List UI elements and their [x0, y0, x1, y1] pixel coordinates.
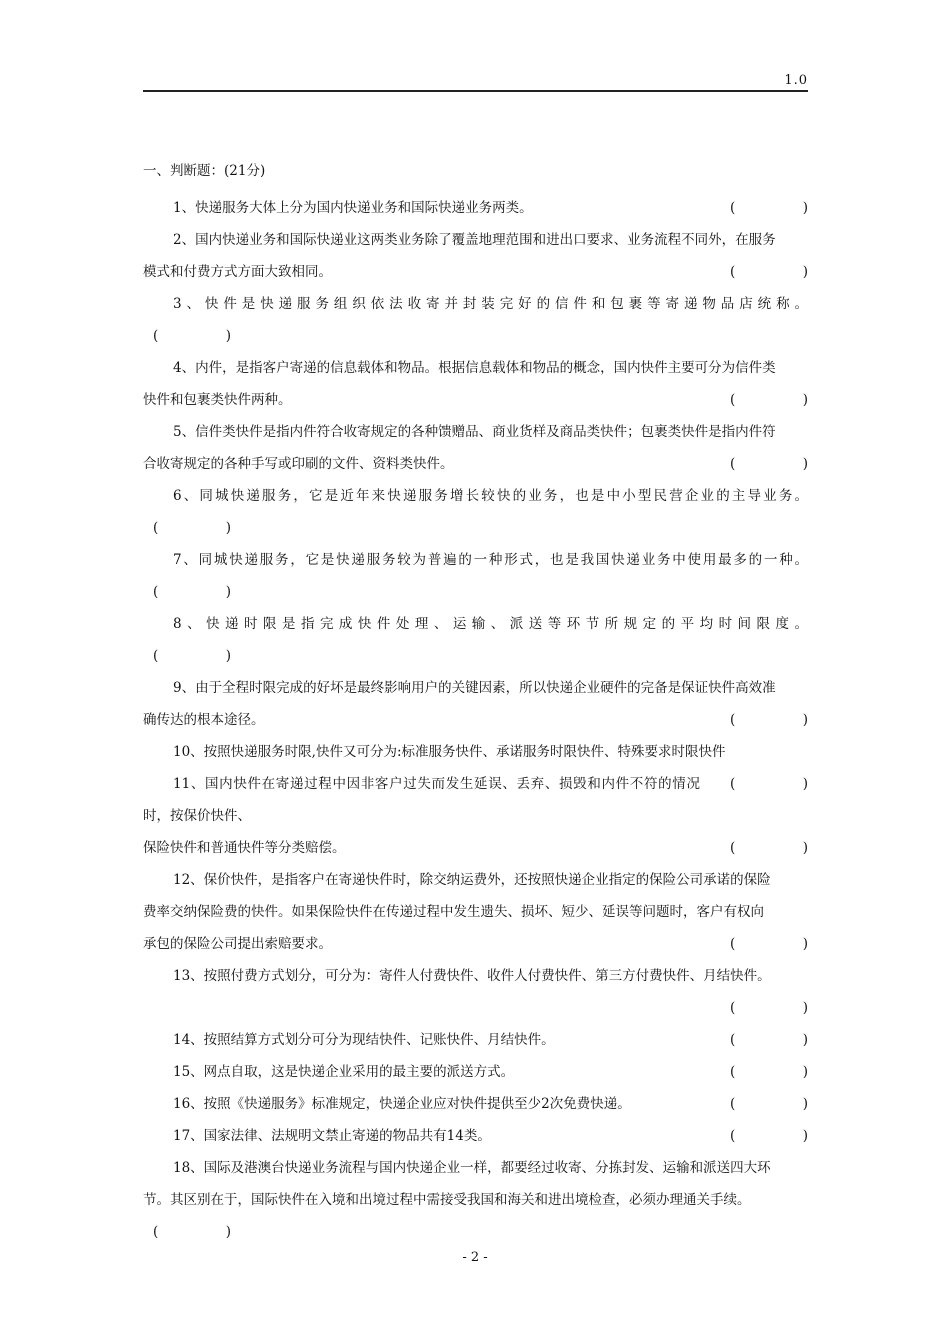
question-item [143, 352, 808, 416]
question-text: 10、按照快递服务时限,快件又可分为:标准服务快件、承诺服务时限快件、特殊要求时限快件 [173, 744, 726, 760]
question-text: 8、快递时限是指完成快件处理、运输、派送等环节所规定的平均时间限度。 [173, 616, 808, 632]
question-text: 11、国内快件在寄递过程中因非客户过失而发生延误、丢弃、损毁和内件不符的情况时，按保价快件、 [143, 776, 700, 824]
answer-blank[interactable]: ( ) [729, 1032, 808, 1048]
answer-blank[interactable]: ( ) [153, 648, 232, 664]
question-item [143, 192, 808, 224]
answer-blank[interactable]: ( ) [153, 1224, 232, 1240]
question-text: 1、快递服务大体上分为国内快递业务和国际快递业务两类。 [173, 200, 533, 216]
question-text: 节。其区别在于，国际快件在入境和出境过程中需接受我国和海关和进出境检查，必须办理通关手续。 [143, 1192, 751, 1208]
question-item [143, 224, 808, 288]
answer-blank[interactable]: ( ) [153, 328, 232, 344]
question-item [143, 480, 808, 544]
question-item [143, 736, 808, 792]
question-item [143, 1120, 808, 1152]
question-text: 16、按照《快递服务》标准规定，快递企业应对快件提供至少2次免费快递。 [173, 1096, 631, 1112]
answer-blank[interactable]: ( ) [729, 456, 808, 472]
question-item [143, 960, 808, 1024]
question-item [143, 864, 808, 960]
section-title: 一、判断题：(21分) [143, 163, 266, 179]
question-text: 7、同城快递服务，它是快递服务较为普遍的一种形式，也是我国快递业务中使用最多的一种。 [173, 552, 808, 568]
question-item [143, 416, 808, 480]
question-text: 快件和包裹类快件两种。 [143, 392, 292, 408]
answer-blank[interactable]: ( ) [729, 1064, 808, 1080]
answer-blank[interactable]: ( ) [729, 1000, 808, 1016]
question-text: 2、国内快递业务和国际快递业这两类业务除了覆盖地理范围和进出口要求、业务流程不同外，在服务 [173, 232, 776, 248]
answer-blank[interactable]: ( ) [153, 520, 232, 536]
question-text: 费率交纳保险费的快件。如果保险快件在传递过程中发生遗失、损坏、短少、延误等问题时，客户有权向 [143, 904, 764, 920]
question-text: 4、内件，是指客户寄递的信息载体和物品。根据信息载体和物品的概念，国内快件主要可分为信件类 [173, 360, 776, 376]
answer-blank[interactable]: ( ) [153, 584, 232, 600]
question-item [143, 1152, 808, 1248]
question-text: 18、国际及港澳台快递业务流程与国内快递企业一样，都要经过收寄、分拣封发、运输和派送四大环 [173, 1160, 771, 1176]
answer-blank[interactable]: ( ) [729, 936, 808, 952]
question-text: 承包的保险公司提出索赔要求。 [143, 936, 332, 952]
question-text: 确传达的根本途径。 [143, 712, 265, 728]
question-item [143, 288, 808, 352]
question-item [143, 1056, 808, 1088]
question-text: 保险快件和普通快件等分类赔偿。 [143, 840, 346, 856]
header-version: 1.0 [784, 73, 808, 88]
answer-blank[interactable]: ( ) [729, 776, 808, 792]
question-text: 17、国家法律、法规明文禁止寄递的物品共有14类。 [173, 1128, 491, 1144]
question-text: 15、网点自取，这是快递企业采用的最主要的派送方式。 [173, 1064, 515, 1080]
question-item [143, 544, 808, 608]
answer-blank[interactable]: ( ) [729, 1128, 808, 1144]
answer-blank[interactable]: ( ) [729, 264, 808, 280]
question-item [143, 1024, 808, 1056]
header-rule [143, 90, 808, 92]
question-text: 9、由于全程时限完成的好坏是最终影响用户的关键因素，所以快递企业硬件的完备是保证快件高效准 [173, 680, 776, 696]
question-text: 12、保价快件，是指客户在寄递快件时，除交纳运费外，还按照快递企业指定的保险公司承诺的保险 [173, 872, 771, 888]
question-list [143, 192, 808, 1248]
document-body [143, 160, 808, 1248]
answer-blank[interactable]: ( ) [729, 712, 808, 728]
answer-blank[interactable]: ( ) [729, 392, 808, 408]
question-text: 13、按照付费方式划分，可分为：寄件人付费快件、收件人付费快件、第三方付费快件、月结快件。 [173, 968, 771, 984]
answer-blank[interactable]: ( ) [729, 840, 808, 856]
answer-blank[interactable]: ( ) [729, 1096, 808, 1112]
question-item [143, 608, 808, 672]
page-number: - 2 - [462, 1250, 488, 1265]
answer-blank[interactable]: ( ) [729, 200, 808, 216]
question-item [143, 1088, 808, 1120]
question-text: 合收寄规定的各种手写或印刷的文件、资料类快件。 [143, 456, 454, 472]
question-text: 6、同城快递服务，它是近年来快递服务增长较快的业务，也是中小型民营企业的主导业务。 [173, 488, 808, 504]
question-text: 3、快件是快递服务组织依法收寄并封装完好的信件和包裹等寄递物品店统称。 [173, 296, 808, 312]
question-text: 5、信件类快件是指内件符合收寄规定的各种馈赠品、商业货样及商品类快件；包裹类快件是指内件符 [173, 424, 776, 440]
question-text: 14、按照结算方式划分可分为现结快件、记账快件、月结快件。 [173, 1032, 555, 1048]
question-item [143, 672, 808, 736]
question-text: 模式和付费方式方面大致相同。 [143, 264, 332, 280]
